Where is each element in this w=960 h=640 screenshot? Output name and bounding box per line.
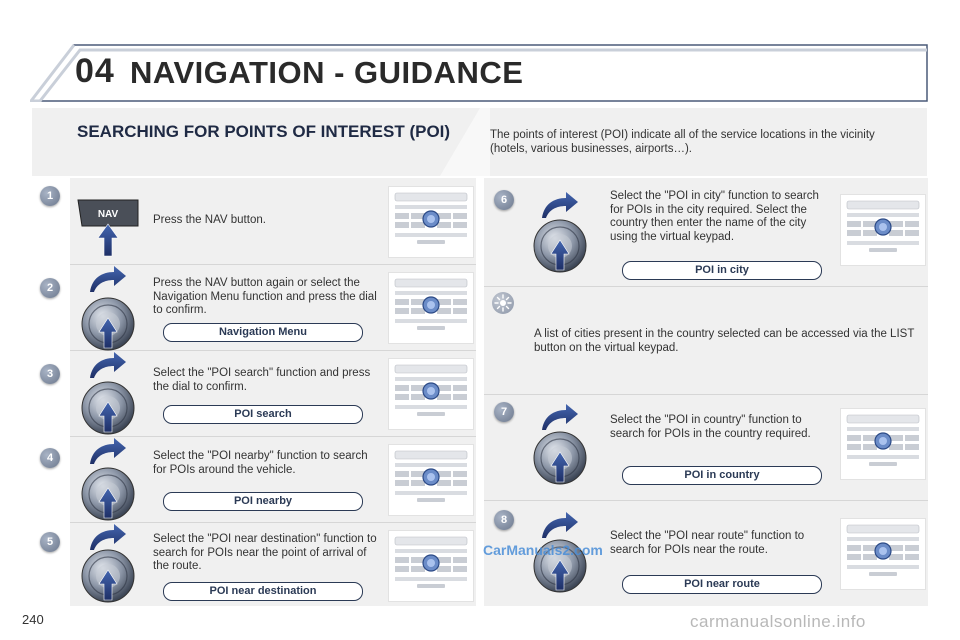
dial-icon (80, 466, 136, 522)
control-panel-thumbnail (840, 518, 926, 590)
dial-icon (532, 430, 588, 486)
step-badge-4: 4 (40, 448, 60, 468)
row-divider (484, 500, 928, 501)
step-badge-1: 1 (40, 186, 60, 206)
step-2-text: Press the NAV button again or select the Navigation Menu function and press the dial to confirm. (153, 277, 377, 316)
tip-badge (492, 292, 514, 314)
nav-button-label: NAV (97, 209, 119, 220)
menu-option-poi-near-route: POI near route (622, 575, 822, 594)
section-band-divider (440, 108, 490, 176)
section-intro: The points of interest (POI) indicate all of the service locations in the vicinity (hotels, various businesses, airports…). (490, 129, 875, 155)
dial-icon (80, 380, 136, 436)
step-4-text: Select the "POI nearby" function to search for POIs around the vehicle. (153, 450, 368, 476)
watermark: CarManuals2.com (483, 542, 603, 558)
chapter-number: 04 (75, 52, 115, 90)
row-divider (70, 522, 476, 523)
control-panel-thumbnail (388, 358, 474, 430)
page-number: 240 (22, 612, 44, 627)
step-badge-2: 2 (40, 278, 60, 298)
control-panel-thumbnail (388, 444, 474, 516)
row-divider (70, 436, 476, 437)
step-badge-8: 8 (494, 510, 514, 530)
control-panel-thumbnail (388, 272, 474, 344)
menu-option-navigation-menu: Navigation Menu (163, 323, 363, 342)
control-panel-thumbnail (388, 530, 474, 602)
row-divider (70, 264, 476, 265)
control-panel-thumbnail (840, 194, 926, 266)
step-badge-3: 3 (40, 364, 60, 384)
footer-watermark: carmanualsonline.info (690, 612, 866, 631)
tip-text: A list of cities present in the country selected can be accessed via the LIST button on the virtual keypad. (534, 328, 915, 354)
control-panel-thumbnail (840, 408, 926, 480)
menu-option-poi-near-destination: POI near destination (163, 582, 363, 601)
step-badge-7: 7 (494, 402, 514, 422)
turn-arrow-icon (88, 438, 128, 468)
control-panel-thumbnail (388, 186, 474, 258)
page-title: NAVIGATION - GUIDANCE (130, 55, 524, 90)
menu-option-poi-search: POI search (163, 405, 363, 424)
menu-option-poi-in-city: POI in city (622, 261, 822, 280)
menu-option-poi-in-country: POI in country (622, 466, 822, 485)
nav-button-icon (72, 196, 144, 258)
step-6-text: Select the "POI in city" function to search for POIs in the city required. Select the country then enter the name of the city using the virtual keypad. (610, 190, 819, 243)
row-divider (484, 286, 928, 287)
step-1-text: Press the NAV button. (153, 214, 266, 226)
menu-option-poi-nearby: POI nearby (163, 492, 363, 511)
turn-arrow-icon (88, 352, 128, 382)
section-title: SEARCHING FOR POINTS OF INTEREST (POI) (77, 122, 451, 141)
step-3-text: Select the "POI search" function and press the dial to confirm. (153, 367, 371, 393)
step-8-text: Select the "POI near route" function to search for POIs near the route. (610, 530, 805, 556)
step-7-text: Select the "POI in country" function to search for POIs in the country required. (610, 414, 811, 440)
dial-icon (80, 296, 136, 352)
turn-arrow-icon (88, 266, 128, 296)
step-5-text: Select the "POI near destination" function to search for POIs near the point of arrival of the route. (153, 533, 377, 572)
dial-icon (532, 218, 588, 274)
sun-tip-icon (492, 292, 514, 314)
step-badge-6: 6 (494, 190, 514, 210)
dial-icon (80, 548, 136, 604)
row-divider (484, 394, 928, 395)
step-badge-5: 5 (40, 532, 60, 552)
